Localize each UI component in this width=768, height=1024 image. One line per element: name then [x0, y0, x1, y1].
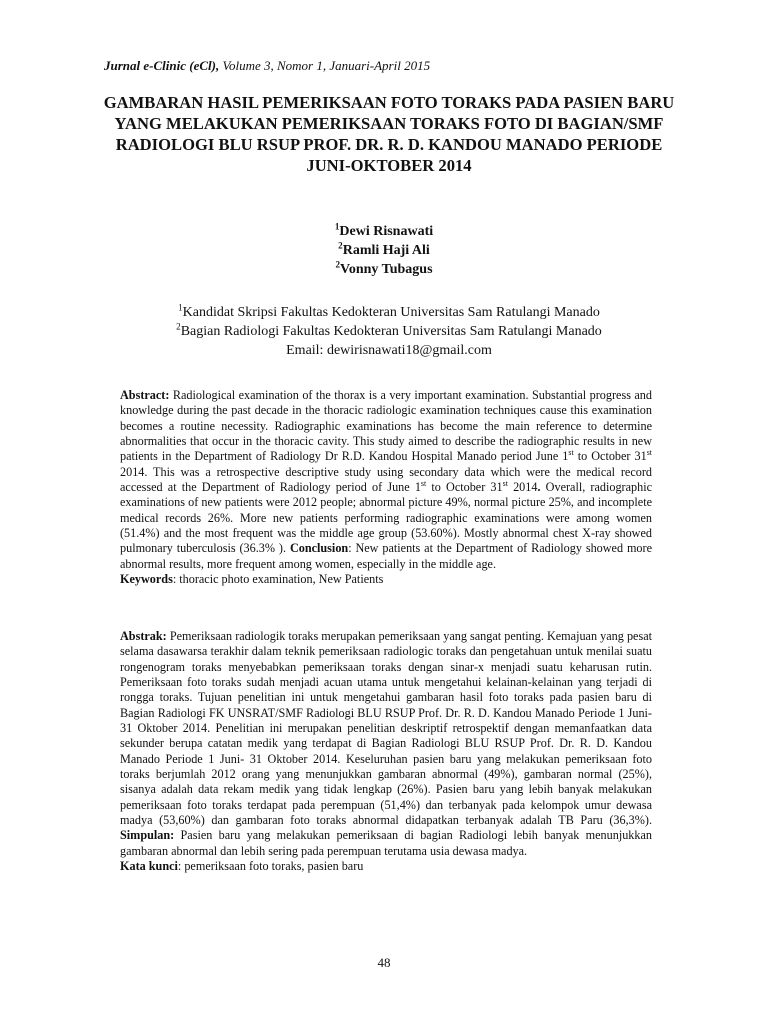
journal-name: Jurnal e-Clinic (eCl),	[104, 58, 220, 73]
abstrak-label: Abstrak:	[120, 629, 167, 643]
abstract-text: 2014	[507, 480, 538, 495]
author-name: Ramli Haji Ali	[342, 243, 430, 258]
author-name: Dewi Risnawati	[339, 224, 434, 239]
abstrak-text: Pasien baru yang melakukan pemeriksaan di bagian Radiologi lebih banyak menunjukkan gambaran abnormal dan lebih sering pada perempuan terutama usia dewasa madya.	[120, 828, 652, 858]
abstract-body	[120, 388, 652, 572]
simpulan-label: Simpulan:	[120, 828, 175, 843]
affiliation	[0, 322, 768, 341]
ordinal-suffix: st	[646, 448, 653, 458]
keywords-label: Keywords	[120, 572, 173, 587]
affiliation-mark: 1	[178, 302, 183, 313]
author	[0, 260, 768, 279]
abstract-text: : New patients at the Department of Radiology showed more abnormal results, more frequent among women, especially in the middle age.	[120, 541, 652, 571]
author	[0, 222, 768, 241]
abstract-text: 2014. This was a retrospective descriptive study using secondary data which were the medical record accessed at the Department of Radiology period of June 1	[120, 464, 652, 495]
affiliation-list	[0, 303, 768, 360]
author-affiliation-mark: 1	[334, 221, 340, 232]
keywords-text: : thoracic photo examination, New Patients	[172, 572, 384, 587]
kata-kunci-text: : pemeriksaan foto toraks, pasien baru	[177, 859, 364, 874]
keywords-line	[120, 572, 652, 587]
abstract-text: .	[537, 480, 541, 495]
abstrak-body	[120, 629, 652, 859]
author	[0, 241, 768, 260]
author-list	[0, 222, 768, 279]
abstract-indonesian	[120, 629, 652, 875]
affiliation	[0, 303, 768, 322]
kata-kunci-line	[120, 859, 652, 874]
abstract-text: to October 31	[426, 480, 503, 495]
ordinal-suffix: st	[420, 479, 427, 488]
affiliation-text: Bagian Radiologi Fakultas Kedokteran Universitas Sam Ratulangi Manado	[180, 324, 602, 339]
abstract-text: to October 31	[573, 449, 647, 464]
abstract-text: Radiological examination of the thorax is a very important examination. Substantial progress and knowledge during the past decade in the thoracic radiologic examination techniques cause this examination becomes a routine necessity. Radiographic examinations has become the main reference to determine abnormalities that occur in the thoracic cavity. This study aimed to describe the radiographic results in new patients in the Department of Radiology Dr R.D. Kandou Hospital Manado period June 1	[120, 388, 652, 464]
journal-issue: Volume 3, Nomor 1, Januari-April 2015	[219, 58, 431, 73]
author-affiliation-mark: 2	[338, 240, 343, 251]
contact-email: Email: dewirisnawati18@gmail.com	[286, 343, 492, 358]
abstrak-text: Pemeriksaan radiologik toraks merupakan pemeriksaan yang sangat penting. Kemajuan yang pesat selama dasawarsa terakhir dalam teknik pemeriksaan radiologic toraks dan pengetahuan untuk menilai suatu rongenogram toraks menyebabkan pemeriksaan toraks dengan sinar-x menjadi suatu keharusan rutin. Pemeriksaan foto toraks sudah menjadi acuan utama untuk mengetahui kelainan-kelainan yang terjadi di rongga toraks. Tujuan penelitian ini untuk mengetahui gambaran hasil foto toraks pada pasien baru di Bagian Radiologi FK UNSRAT/SMF Radiologi BLU RSUP Prof. Dr. R. D. Kandou Manado Periode 1 Juni-31 Oktober 2014. Penelitian ini merupakan penelitian deskriptif retrospektif dengan memanfaatkan data sekunder berupa catatan medik yang terdapat di Bagian Radiologi BLU RSUP Prof. Dr. R. D. Kandou Manado Periode 1 Juni- 31 Oktober 2014. Keseluruhan pasien baru yang melakukan pemeriksaan foto toraks berjumlah 2012 orang yang menunjukkan gambaran abnormal (49%), gambaran normal (25%), sisanya adalah data rekam medik yang tidak lengkap (26%). Pasien baru yang lebih banyak melakukan pemeriksaan foto toraks terdapat pada perempuan (51,4%) dan terbanyak pada kelompok umur dewasa madya (53,60%) dan gambaran foto toraks abnormal didapatkan terbanyak adalah TB Paru (36,3%).	[120, 629, 652, 828]
author-affiliation-mark: 2	[335, 259, 341, 270]
abstract-label: Abstract:	[120, 388, 170, 402]
page-number: 48	[377, 955, 391, 970]
affiliation-text: Kandidat Skripsi Fakultas Kedokteran Universitas Sam Ratulangi Manado	[182, 305, 600, 320]
conclusion-label: Conclusion	[289, 541, 349, 556]
ordinal-suffix: st	[502, 479, 508, 488]
abstract-english	[120, 388, 652, 587]
abstract-text: Overall, radiographic examinations of new patients were 2012 people; abnormal picture 49%, normal picture 25%, and incomplete medical records 26%. More new patients performing radiographic examinations were among women (51.4%) and the most frequent was the middle age group (53.60%). Mostly abnormal chest X-ray showed pulmonary tuberculosis (36.3% ).	[120, 480, 653, 556]
affiliation-mark: 2	[176, 321, 181, 332]
ordinal-suffix: st	[568, 448, 574, 458]
paper-title: GAMBARAN HASIL PEMERIKSAAN FOTO TORAKS PADA PASIEN BARU YANG MELAKUKAN PEMERIKSAAN TORAKS FOTO DI BAGIAN/SMF RADIOLOGI BLU RSUP PROF. DR. R. D. KANDOU MANADO PERIODE JUNI-OKTOBER 2014	[103, 93, 675, 175]
kata-kunci-label: Kata kunci	[120, 859, 178, 874]
author-name: Vonny Tubagus	[340, 262, 433, 277]
journal-header	[104, 58, 430, 74]
